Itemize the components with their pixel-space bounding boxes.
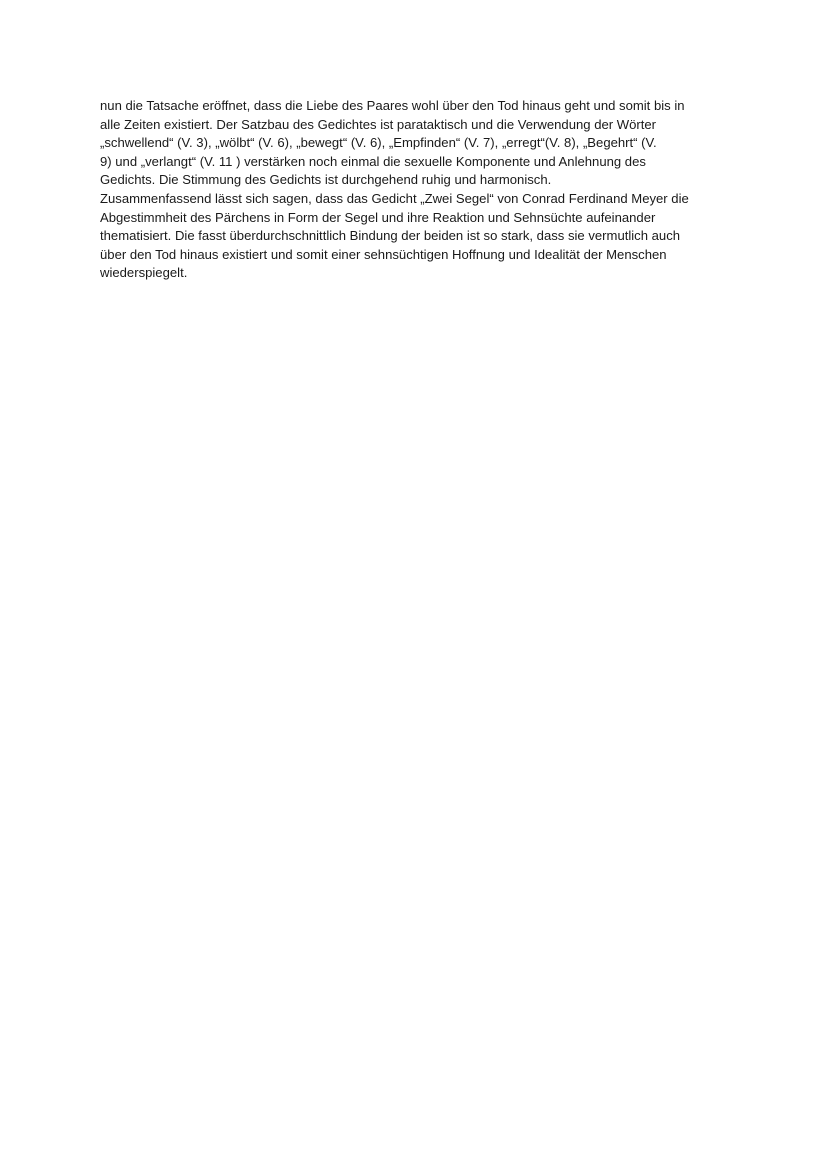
text-line: über den Tod hinaus existiert und somit einer sehnsüchtigen Hoffnung und Idealität der Menschen [100,246,667,262]
text-line: wiederspiegelt. [100,265,188,281]
body-text [100,97,740,283]
text-line: „schwellend“ (V. 3), „wölbt“ (V. 6), „bewegt“ (V. 6), „Empfinden“ (V. 7), „erregt“(V. 8), „Begehrt“ (V. [100,135,657,151]
text-line: Gedichts. Die Stimmung des Gedichts ist durchgehend ruhig und harmonisch. [100,172,552,188]
text-line: Zusammenfassend lässt sich sagen, dass das Gedicht „Zwei Segel“ von Conrad Ferdinand Meyer die [100,190,689,206]
text-line: 9) und „verlangt“ (V. 11 ) verstärken noch einmal die sexuelle Komponente und Anlehnung des [100,153,646,169]
text-line: nun die Tatsache eröffnet, dass die Liebe des Paares wohl über den Tod hinaus geht und somit bis in [100,98,685,113]
text-line: alle Zeiten existiert. Der Satzbau des Gedichtes ist parataktisch und die Verwendung der Wörter [100,116,657,132]
text-line: Abgestimmheit des Pärchens in Form der Segel und ihre Reaktion und Sehnsüchte aufeinander [100,209,656,225]
text-line: thematisiert. Die fasst überdurchschnittlich Bindung der beiden ist so stark, dass sie vermutlich auch [100,228,681,244]
